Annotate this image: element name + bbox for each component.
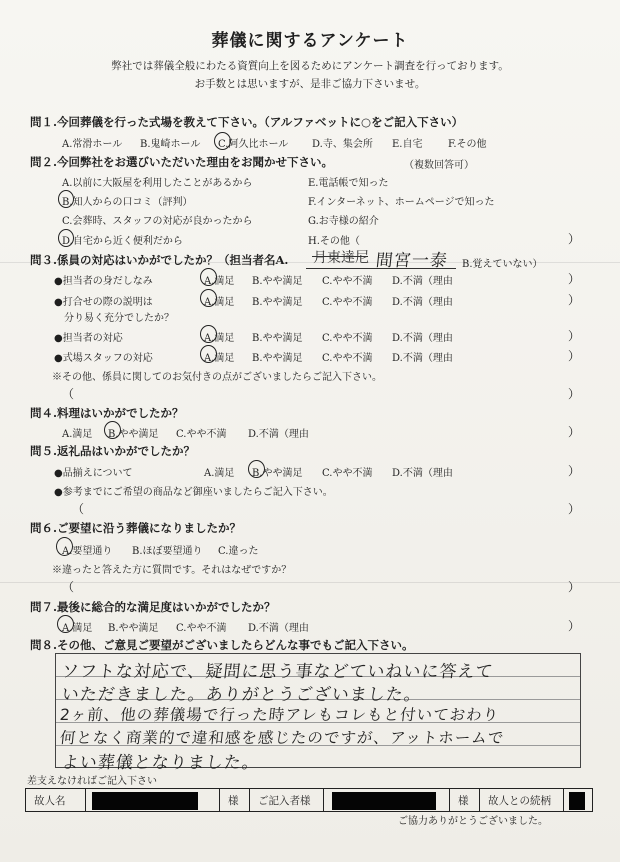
paren-close: ） <box>568 232 581 246</box>
q1-option-f[interactable]: F.その他 <box>448 139 487 150</box>
paren-close: ） <box>568 349 581 363</box>
selection-circle <box>214 132 231 150</box>
paren-close: ） <box>568 425 581 439</box>
q2-option-g[interactable]: G.お寺様の紹介 <box>308 216 379 227</box>
q5-option-a[interactable]: A.満足 <box>204 468 235 479</box>
q7-option-d[interactable]: D.不満（理由 <box>248 623 309 634</box>
q3-row1-c[interactable]: C.やや不満 <box>322 276 373 287</box>
q6-option-c[interactable]: C.違った <box>218 546 259 557</box>
q2-option-c[interactable]: C.会葬時、スタッフの対応が良かったから <box>62 216 253 227</box>
q3-row2-d[interactable]: D.不満（理由 <box>392 297 453 308</box>
selection-circle <box>57 615 74 633</box>
q3-row2-c[interactable]: C.やや不満 <box>322 297 373 308</box>
q3-item-explanation-sub: 分り易く充分でしたか？ <box>64 313 174 324</box>
q1-option-d[interactable]: D.寺、集会所 <box>312 139 373 150</box>
paren-close: ） <box>568 580 581 594</box>
q6-option-b[interactable]: B.ほぼ要望通り <box>132 546 203 557</box>
q3-item-staff: ●担当者の対応 <box>54 333 123 344</box>
q3-row1-a[interactable]: A.満足 <box>204 276 235 287</box>
q5-note: ●参考までにご希望の商品など御座いましたらご記入下さい。 <box>54 487 333 498</box>
comment-line-1: ソフトな対応で、疑問に思う事などていねいに答えて <box>60 662 495 682</box>
selection-circle <box>58 190 74 208</box>
selection-circle <box>200 325 217 343</box>
q3-row1-b[interactable]: B.やや満足 <box>252 276 303 287</box>
q1-option-a[interactable]: A.常滑ホール <box>62 139 123 150</box>
handwritten-staff-name: 間宮一泰 <box>374 251 449 271</box>
paren-close: ） <box>568 464 581 478</box>
paren-close: ） <box>568 329 581 343</box>
q3-row3-c[interactable]: C.やや不満 <box>322 333 373 344</box>
selection-circle <box>104 421 121 439</box>
redacted-block <box>92 792 198 810</box>
name-underline <box>306 268 456 269</box>
q5-option-d[interactable]: D.不満（理由 <box>392 468 453 479</box>
writer-name-label: ご記入者様 <box>250 789 324 811</box>
comment-line-5: よい葬儀となりました。 <box>60 753 261 773</box>
q3-row4-c[interactable]: C.やや不満 <box>322 353 373 364</box>
q2-option-a[interactable]: A.以前に大阪屋を利用したことがあるから <box>62 178 253 189</box>
paren-open: （ <box>62 580 75 594</box>
q1-option-e[interactable]: E.自宅 <box>392 139 423 150</box>
q4-option-a[interactable]: A.満足 <box>62 429 93 440</box>
q2-heading: 問２.今回弊社をお選びいただいた理由をお聞かせ下さい。 <box>30 155 334 169</box>
q2-option-e[interactable]: E.電話帳で知った <box>308 178 389 189</box>
q3-row4-d[interactable]: D.不満（理由 <box>392 353 453 364</box>
q4-heading: 問４.料理はいかがでしたか？ <box>30 406 184 420</box>
handwritten-name-crossed: 月東達尼 <box>313 250 369 266</box>
q4-option-b[interactable]: B.やや満足 <box>108 429 159 440</box>
q3-row3-b[interactable]: B.やや満足 <box>252 333 303 344</box>
q4-option-d[interactable]: D.不満（理由 <box>248 429 309 440</box>
q1-heading: 問１.今回葬儀を行った式場を教えて下さい。（アルファベットに○をご記入下さい） <box>30 115 464 129</box>
paren-close: ） <box>568 619 581 633</box>
q3-row3-d[interactable]: D.不満（理由 <box>392 333 453 344</box>
paren-close: ） <box>568 272 581 286</box>
comment-line-3: 2ヶ前、他の葬儀場で行った時アレもコレもと付いておわり <box>58 706 501 724</box>
q7-option-c[interactable]: C.やや不満 <box>176 623 227 634</box>
paren-close: ） <box>568 293 581 307</box>
deceased-name-label: 故人名 <box>26 789 86 811</box>
q2-option-h[interactable]: H.その他（ <box>308 236 360 247</box>
intro-line-2: お手数とは思いますが、是非ご協力下さいませ。 <box>194 78 426 90</box>
q3-row3-a[interactable]: A.満足 <box>204 333 235 344</box>
relation-field[interactable] <box>564 789 592 811</box>
writer-name-field[interactable] <box>324 789 450 811</box>
comment-line-4: 何となく商業的で違和感を感じたのですが、アットホームで <box>58 729 506 747</box>
paren-close: ） <box>568 387 581 401</box>
q6-heading: 問６.ご要望に沿う葬儀になりましたか？ <box>30 521 242 535</box>
selection-circle <box>248 460 265 478</box>
q2-option-b[interactable]: B.知人からの口コミ（評判） <box>62 197 193 208</box>
q6-note: ※違ったと答えた方に質問です。それはなぜですか？ <box>52 565 292 576</box>
q7-option-b[interactable]: B.やや満足 <box>108 623 159 634</box>
strikethrough-line <box>312 256 368 257</box>
q2-note: （複数回答可） <box>404 160 474 171</box>
paren-open: （ <box>72 502 85 516</box>
q3-row4-b[interactable]: B.やや満足 <box>252 353 303 364</box>
selection-circle <box>56 537 73 556</box>
relation-label: 故人との続柄 <box>480 789 564 811</box>
q3-row2-a[interactable]: A.満足 <box>204 297 235 308</box>
q3-item-appearance: ●担当者の身だしなみ <box>54 276 153 287</box>
selection-circle <box>58 229 74 247</box>
q1-option-b[interactable]: B.鬼崎ホール <box>140 139 201 150</box>
respondent-info-table <box>25 788 593 812</box>
page-title: 葬儀に関するアンケート <box>211 31 409 51</box>
q6-option-a[interactable]: A.要望通り <box>62 546 113 557</box>
q3-heading: 問３.係員の対応はいかがでしたか？（担当者名A. <box>30 253 289 267</box>
q1-option-c[interactable]: C.阿久比ホール <box>218 139 289 150</box>
q3-option-not-remember[interactable]: B.覚えていない） <box>462 259 543 270</box>
q5-option-b[interactable]: B.やや満足 <box>252 468 303 479</box>
q7-option-a[interactable]: A.満足 <box>62 623 93 634</box>
q3-note: ※その他、係員に関してのお気付きの点がございましたらご記入下さい。 <box>52 372 382 383</box>
paren-open: （ <box>62 387 75 401</box>
q4-option-c[interactable]: C.やや不満 <box>176 429 227 440</box>
sama-label-2: 様 <box>450 789 480 811</box>
q3-row1-d[interactable]: D.不満（理由 <box>392 276 453 287</box>
q3-row4-a[interactable]: A.満足 <box>204 353 235 364</box>
selection-circle <box>200 289 217 307</box>
q2-option-d[interactable]: D.自宅から近く便利だから <box>62 236 183 247</box>
intro-line-1: 弊社では葬儀全般にわたる資質向上を図るためにアンケート調査を行っております。 <box>111 60 509 72</box>
footer-note: 差支えなければご記入下さい <box>27 776 157 787</box>
q5-heading: 問５.返礼品はいかがでしたか？ <box>30 444 196 458</box>
q3-item-explanation: ●打合せの際の説明は <box>54 297 153 308</box>
q8-heading: 問８.その他、ご意見ご要望がございましたらどんな事でもご記入下さい。 <box>30 638 414 652</box>
q5-option-c[interactable]: C.やや不満 <box>322 468 373 479</box>
q3-row2-b[interactable]: B.やや満足 <box>252 297 303 308</box>
paren-close: ） <box>568 502 581 516</box>
q7-heading: 問７.最後に総合的な満足度はいかがでしたか？ <box>30 600 276 614</box>
deceased-name-field[interactable] <box>86 789 220 811</box>
sama-label-1: 様 <box>220 789 250 811</box>
q5-item-selection: ●品揃えについて <box>54 468 133 479</box>
redacted-block <box>569 792 585 810</box>
q3-item-hall-staff: ●式場スタッフの対応 <box>54 353 153 364</box>
redacted-block <box>332 792 436 810</box>
comment-line-2: いただきました。ありがとうございました。 <box>60 685 423 705</box>
q2-option-f[interactable]: F.インターネット、ホームページで知った <box>308 197 495 208</box>
selection-circle <box>200 345 217 363</box>
thanks-text: ご協力ありがとうございました。 <box>398 816 548 827</box>
selection-circle <box>200 268 217 286</box>
